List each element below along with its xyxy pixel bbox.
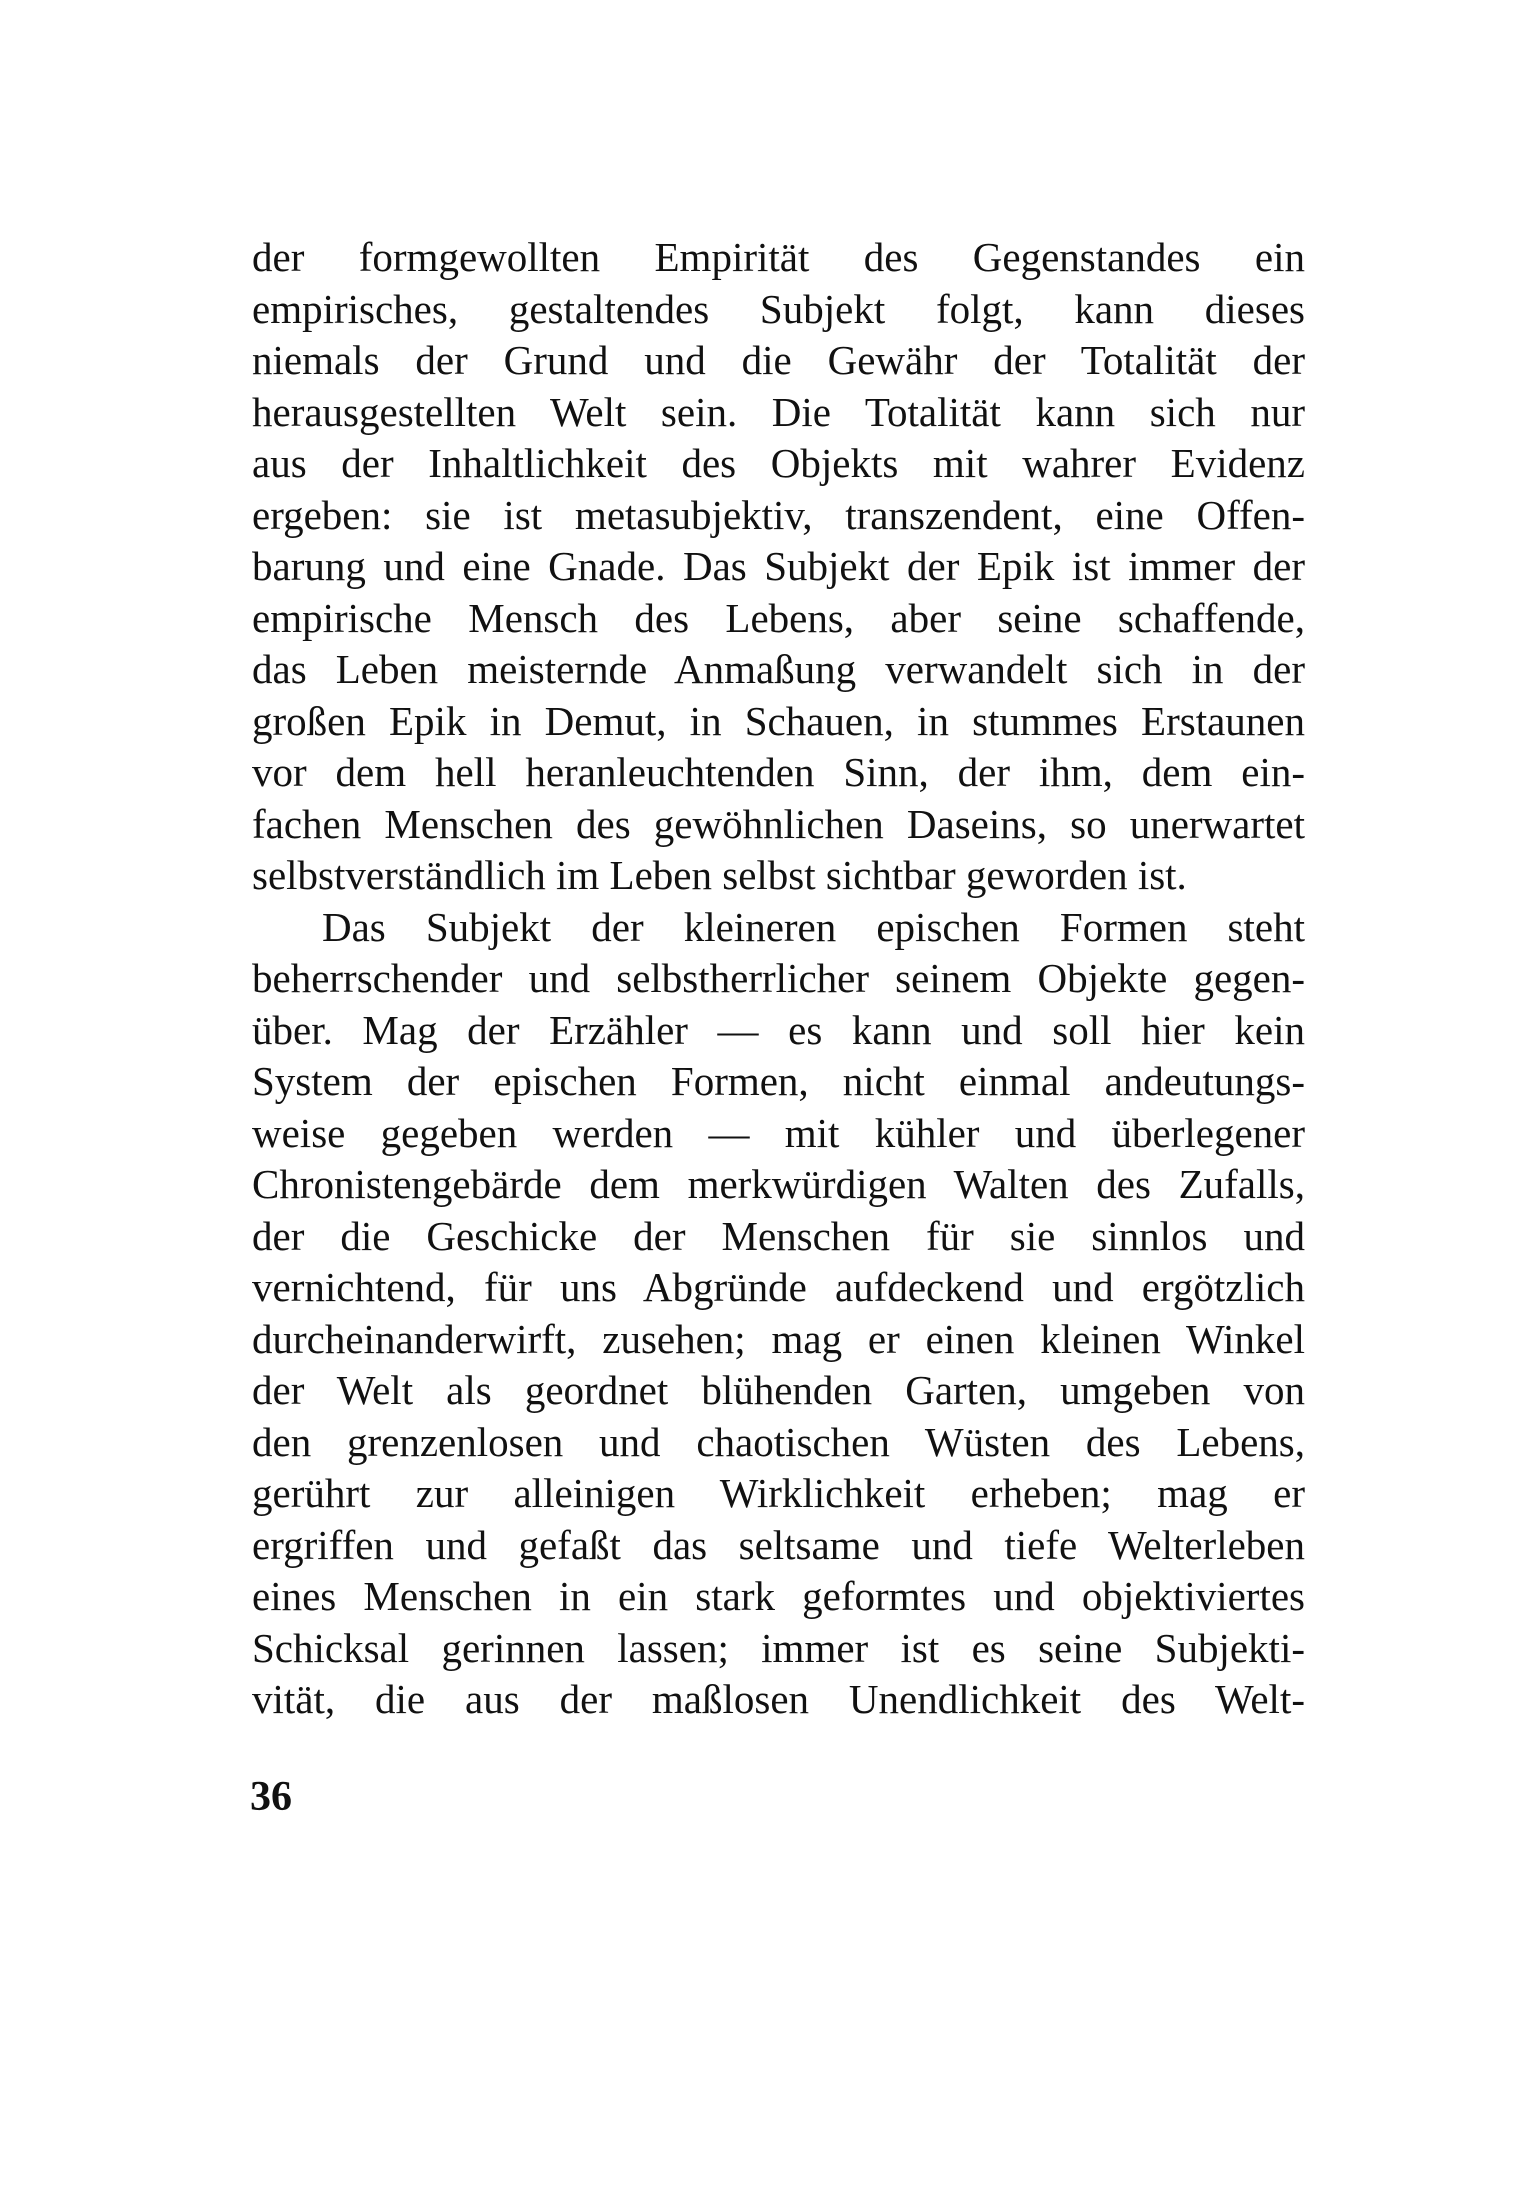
text-line: empirische Mensch des Lebens, aber seine schaffende, bbox=[252, 594, 1305, 641]
text-line: empirisches, gestaltendes Subjekt folgt, kann dieses bbox=[252, 285, 1305, 332]
text-line: System der epischen Formen, nicht einmal andeutungs- bbox=[252, 1058, 1305, 1104]
text-line: herausgestellten Welt sein. Die Totalität kann sich nur bbox=[252, 388, 1305, 435]
text-line: vernichtend, für uns Abgründe aufdeckend und ergötzlich bbox=[252, 1264, 1305, 1310]
text-line: beherrschender und selbstherrlicher seinem Objekte gegen- bbox=[252, 955, 1305, 1001]
text-line: der die Geschicke der Menschen für sie sinnlos und bbox=[252, 1212, 1305, 1259]
text-line: der Welt als geordnet blühenden Garten, umgeben von bbox=[252, 1367, 1305, 1413]
body-text bbox=[252, 232, 1305, 1726]
text-line: barung und eine Gnade. Das Subjekt der Epik ist immer der bbox=[252, 543, 1305, 589]
text-line: Schicksal gerinnen lassen; immer ist es seine Subjekti- bbox=[252, 1624, 1305, 1671]
text-line: fachen Menschen des gewöhnlichen Daseins, so unerwartet bbox=[252, 800, 1305, 847]
text-line: weise gegeben werden — mit kühler und überlegener bbox=[252, 1109, 1305, 1156]
text-line: über. Mag der Erzähler — es kann und soll hier kein bbox=[252, 1006, 1305, 1053]
text-line: ergriffen und gefaßt das seltsame und tiefe Welterleben bbox=[252, 1521, 1305, 1568]
text-line: niemals der Grund und die Gewähr der Totalität der bbox=[252, 337, 1305, 383]
text-line: der formgewollten Empirität des Gegenstandes ein bbox=[252, 234, 1305, 280]
text-line: ergeben: sie ist metasubjektiv, transzendent, eine Offen- bbox=[252, 491, 1305, 538]
text-line: gerührt zur alleinigen Wirklichkeit erheben; mag er bbox=[252, 1470, 1305, 1516]
text-line: aus der Inhaltlichkeit des Objekts mit wahrer Evidenz bbox=[252, 440, 1305, 486]
text-line: selbstverständlich im Leben selbst sichtbar geworden ist. bbox=[252, 852, 1187, 898]
text-line: vität, die aus der maßlosen Unendlichkeit des Welt- bbox=[252, 1676, 1305, 1722]
page-number: 36 bbox=[250, 1774, 292, 1820]
paragraph-start-line: Das Subjekt der kleineren epischen Formen steht bbox=[322, 903, 1305, 950]
text-line: durcheinanderwirft, zusehen; mag er einen kleinen Winkel bbox=[252, 1315, 1305, 1362]
text-line: großen Epik in Demut, in Schauen, in stummes Erstaunen bbox=[252, 697, 1305, 744]
text-line: den grenzenlosen und chaotischen Wüsten des Lebens, bbox=[252, 1418, 1305, 1465]
text-line: eines Menschen in ein stark geformtes und objektiviertes bbox=[252, 1573, 1305, 1619]
text-line: Chronistengebärde dem merkwürdigen Walten des Zufalls, bbox=[252, 1161, 1305, 1207]
text-line: vor dem hell heranleuchtenden Sinn, der ihm, dem ein- bbox=[252, 749, 1305, 795]
text-line: das Leben meisternde Anmaßung verwandelt sich in der bbox=[252, 646, 1305, 692]
